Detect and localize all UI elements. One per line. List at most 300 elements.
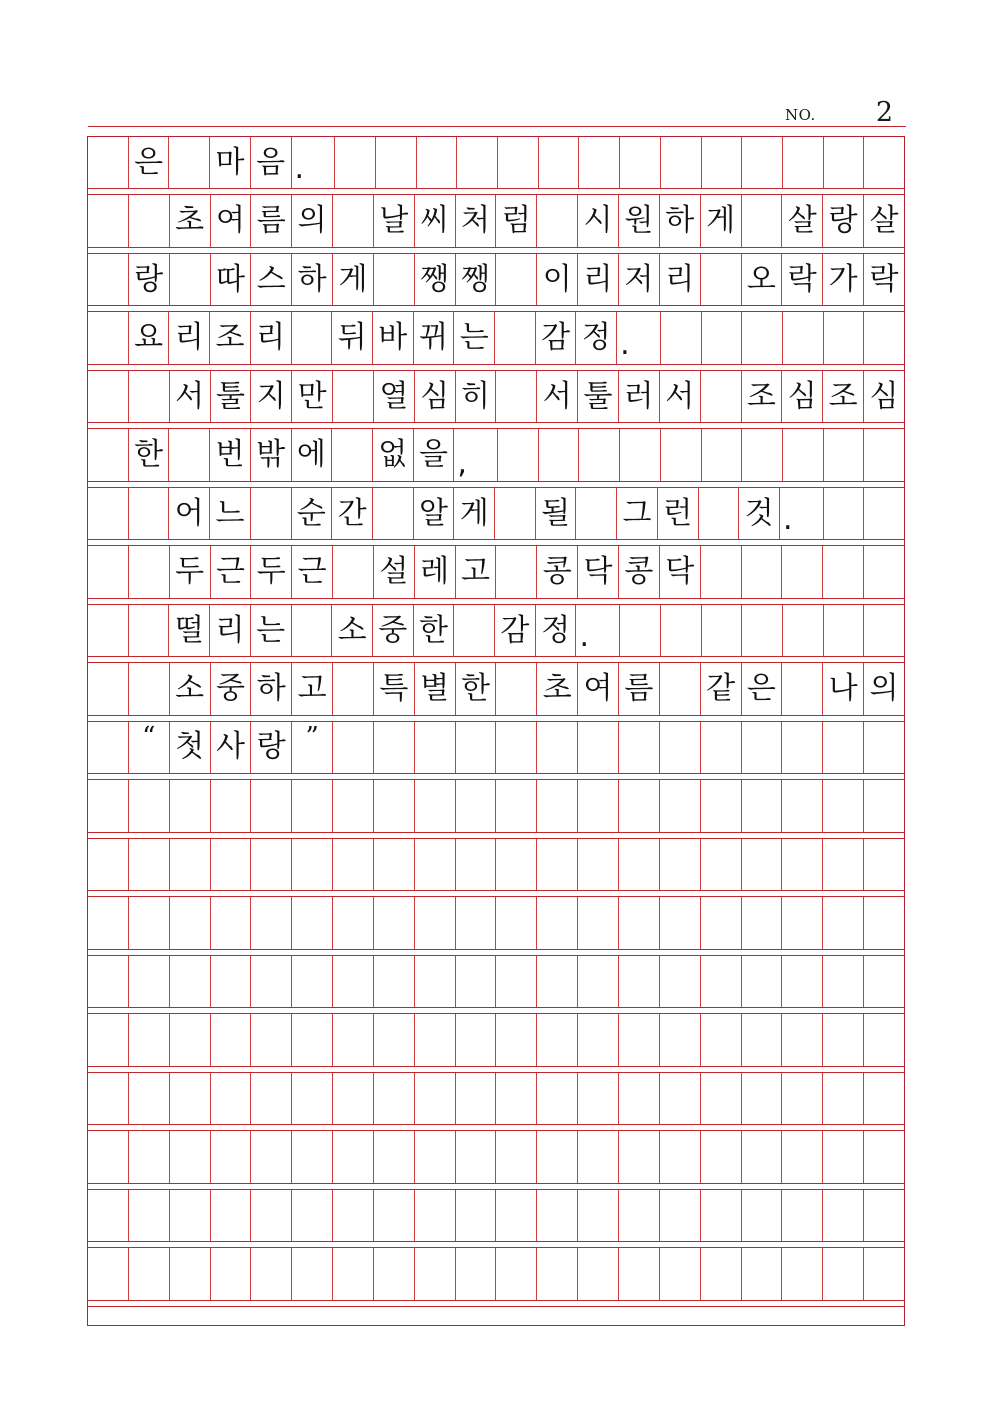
- manuscript-cell: [495, 488, 536, 539]
- manuscript-cell: 여: [578, 663, 619, 714]
- manuscript-cell: [129, 1131, 170, 1182]
- manuscript-gap-cell: [782, 774, 823, 779]
- manuscript-gap-cell: [782, 1184, 823, 1189]
- manuscript-gap-cell: [659, 1184, 700, 1189]
- manuscript-gap-cell: [170, 423, 211, 428]
- manuscript-cell: [374, 897, 415, 948]
- manuscript-cell: [578, 780, 619, 831]
- manuscript-cell: [169, 429, 210, 480]
- manuscript-gap-cell: [210, 1301, 251, 1306]
- manuscript-gap-cell: [292, 1125, 333, 1130]
- manuscript-cell: 한: [456, 663, 497, 714]
- manuscript-cell: [170, 839, 211, 890]
- manuscript-gap-cell: [496, 774, 537, 779]
- manuscript-cell: 는: [251, 605, 292, 656]
- manuscript-cell: [415, 1014, 456, 1065]
- grid-row-list: [88, 137, 904, 1307]
- manuscript-cell: [129, 1190, 170, 1241]
- manuscript-cell: 서: [660, 371, 701, 422]
- manuscript-cell: [864, 1014, 904, 1065]
- manuscript-gap-cell: [88, 1125, 129, 1130]
- manuscript-gap-cell: [374, 1067, 415, 1072]
- manuscript-gap-cell: [88, 1242, 129, 1247]
- manuscript-gap-cell: [782, 1008, 823, 1013]
- manuscript-cell: 초: [170, 195, 211, 246]
- manuscript-gap-cell: [210, 365, 251, 370]
- manuscript-gap-cell: [455, 950, 496, 955]
- manuscript-cell: 을: [414, 429, 455, 480]
- manuscript-cell: [333, 780, 374, 831]
- manuscript-cell: [537, 722, 578, 773]
- manuscript-cell: [496, 897, 537, 948]
- manuscript-cell: [661, 605, 702, 656]
- manuscript-gap-cell: [822, 248, 863, 253]
- manuscript-line: [88, 137, 904, 189]
- manuscript-cell: .: [780, 488, 824, 539]
- manuscript-gap-cell: [537, 365, 578, 370]
- manuscript-cell: [88, 1073, 129, 1124]
- manuscript-gap-cell: [374, 1301, 415, 1306]
- manuscript-gap-cell: [129, 540, 170, 545]
- manuscript-cell: [292, 956, 333, 1007]
- manuscript-cell: [251, 1073, 292, 1124]
- manuscript-cell: 러: [619, 371, 660, 422]
- manuscript-cell: [129, 1248, 170, 1299]
- manuscript-gap-cell: [537, 306, 578, 311]
- manuscript-cell: [537, 1073, 578, 1124]
- manuscript-gap-cell: [333, 540, 374, 545]
- manuscript-cell: [742, 546, 783, 597]
- manuscript-gap-cell: [414, 1242, 455, 1247]
- manuscript-cell: [823, 1248, 864, 1299]
- manuscript-gap-cell: [700, 716, 741, 721]
- manuscript-gap-cell: [537, 950, 578, 955]
- manuscript-cell: [496, 1248, 537, 1299]
- page-number: 2: [875, 97, 893, 128]
- manuscript-cell: 처: [456, 195, 497, 246]
- manuscript-cell: [374, 1014, 415, 1065]
- manuscript-cell: [333, 1248, 374, 1299]
- manuscript-gap-cell: [333, 950, 374, 955]
- manuscript-gap-cell: [782, 599, 823, 604]
- manuscript-cell: [415, 1073, 456, 1124]
- manuscript-gap-cell: [782, 1125, 823, 1130]
- manuscript-cell: [211, 780, 252, 831]
- manuscript-gap-cell: [863, 482, 904, 487]
- manuscript-gap-cell: [292, 306, 333, 311]
- manuscript-cell: [292, 1190, 333, 1241]
- manuscript-cell: [619, 956, 660, 1007]
- manuscript-gap-cell: [496, 1242, 537, 1247]
- manuscript-cell: 랑: [823, 195, 864, 246]
- manuscript-cell: [498, 429, 539, 480]
- manuscript-gap-cell: [496, 891, 537, 896]
- manuscript-gap-cell: [210, 716, 251, 721]
- manuscript-cell: .: [292, 137, 336, 188]
- manuscript-cell: [742, 429, 783, 480]
- manuscript-cell: [783, 137, 824, 188]
- manuscript-cell: [211, 897, 252, 948]
- manuscript-gap-cell: [659, 1125, 700, 1130]
- manuscript-gap-cell: [210, 891, 251, 896]
- manuscript-gap-cell: [659, 540, 700, 545]
- manuscript-gap-cell: [741, 306, 782, 311]
- manuscript-cell: [456, 1190, 497, 1241]
- manuscript-cell: [129, 371, 170, 422]
- manuscript-cell: [170, 254, 211, 305]
- manuscript-cell: [333, 722, 374, 773]
- manuscript-gap-cell: [292, 599, 333, 604]
- manuscript-line: [88, 195, 904, 247]
- manuscript-gap-cell: [741, 1008, 782, 1013]
- manuscript-cell: [374, 1248, 415, 1299]
- manuscript-gap-cell: [88, 833, 129, 838]
- manuscript-cell: [701, 956, 742, 1007]
- manuscript-gap-cell: [374, 423, 415, 428]
- manuscript-cell: [578, 1190, 619, 1241]
- manuscript-cell: [129, 839, 170, 890]
- manuscript-cell: [251, 488, 292, 539]
- manuscript-cell: 바: [373, 312, 414, 363]
- manuscript-cell: [374, 839, 415, 890]
- manuscript-gap-cell: [170, 833, 211, 838]
- manuscript-cell: [742, 1073, 783, 1124]
- manuscript-gap-cell: [700, 1242, 741, 1247]
- manuscript-gap-cell: [578, 248, 619, 253]
- manuscript-cell: 런: [658, 488, 699, 539]
- manuscript-cell: [701, 1014, 742, 1065]
- manuscript-gap-cell: [741, 657, 782, 662]
- manuscript-cell: [456, 956, 497, 1007]
- manuscript-grid: [87, 136, 905, 1326]
- manuscript-cell: [823, 1073, 864, 1124]
- manuscript-cell: [333, 1073, 374, 1124]
- manuscript-gap-cell: [292, 1184, 333, 1189]
- manuscript-gap-cell: [292, 189, 333, 194]
- manuscript-gap-cell: [741, 365, 782, 370]
- manuscript-cell: [742, 956, 783, 1007]
- manuscript-gap-cell: [414, 1301, 455, 1306]
- manuscript-gap-cell: [741, 833, 782, 838]
- manuscript-gap-cell: [700, 306, 741, 311]
- manuscript-cell: 쨍: [415, 254, 456, 305]
- manuscript-cell: [129, 605, 170, 656]
- manuscript-gap-cell: [88, 482, 129, 487]
- manuscript-cell: 의: [292, 195, 333, 246]
- manuscript-cell: [292, 1131, 333, 1182]
- manuscript-gap-cell: [782, 891, 823, 896]
- manuscript-gap-cell: [618, 950, 659, 955]
- manuscript-gap-cell: [822, 1008, 863, 1013]
- manuscript-cell: [823, 1190, 864, 1241]
- manuscript-cell: [332, 429, 373, 480]
- manuscript-cell: [701, 1248, 742, 1299]
- manuscript-gap-cell: [88, 1067, 129, 1072]
- manuscript-cell: 음: [251, 137, 292, 188]
- manuscript-cell: [864, 312, 904, 363]
- manuscript-cell: 별: [415, 663, 456, 714]
- manuscript-cell: [619, 1014, 660, 1065]
- manuscript-cell: 감: [495, 605, 536, 656]
- manuscript-cell: 밖: [251, 429, 292, 480]
- manuscript-gap-cell: [578, 833, 619, 838]
- manuscript-cell: [88, 546, 129, 597]
- manuscript-cell: [170, 1248, 211, 1299]
- manuscript-cell: [333, 195, 374, 246]
- manuscript-gap-cell: [333, 891, 374, 896]
- manuscript-gap-cell: [210, 540, 251, 545]
- manuscript-gap-cell: [700, 833, 741, 838]
- manuscript-gap-cell: [333, 1184, 374, 1189]
- manuscript-gap-cell: [292, 657, 333, 662]
- manuscript-gap-cell: [88, 774, 129, 779]
- manuscript-cell: [211, 1073, 252, 1124]
- manuscript-line: [88, 429, 904, 481]
- manuscript-gap-cell: [700, 423, 741, 428]
- manuscript-cell: [864, 780, 904, 831]
- manuscript-cell: [496, 839, 537, 890]
- manuscript-cell: [333, 956, 374, 1007]
- manuscript-gap-cell: [578, 540, 619, 545]
- manuscript-cell: [660, 1248, 701, 1299]
- manuscript-cell: 날: [374, 195, 415, 246]
- manuscript-gap-cell: [129, 833, 170, 838]
- manuscript-gap-cell: [88, 1301, 129, 1306]
- manuscript-gap-cell: [741, 1125, 782, 1130]
- no-label: NO.: [785, 106, 816, 124]
- manuscript-gap-cell: [822, 1067, 863, 1072]
- manuscript-gap-cell: [537, 1067, 578, 1072]
- manuscript-cell: .: [576, 605, 620, 656]
- manuscript-gap-cell: [741, 774, 782, 779]
- manuscript-cell: [823, 839, 864, 890]
- manuscript-gap-cell: [496, 1301, 537, 1306]
- manuscript-cell: [660, 663, 701, 714]
- manuscript-gap-cell: [822, 599, 863, 604]
- manuscript-gap-cell: [210, 1184, 251, 1189]
- manuscript-gap-cell: [537, 248, 578, 253]
- manuscript-cell: [292, 1073, 333, 1124]
- manuscript-gap-cell: [210, 423, 251, 428]
- manuscript-cell: [251, 780, 292, 831]
- manuscript-gap-cell: [210, 1242, 251, 1247]
- manuscript-gap-cell: [292, 1067, 333, 1072]
- manuscript-gap-cell: [618, 1301, 659, 1306]
- manuscript-gap-cell: [414, 482, 455, 487]
- manuscript-cell: [333, 546, 374, 597]
- manuscript-cell: [619, 780, 660, 831]
- manuscript-gap-cell: [496, 716, 537, 721]
- manuscript-cell: [619, 1190, 660, 1241]
- manuscript-gap-cell: [741, 1184, 782, 1189]
- manuscript-gap-cell: [578, 657, 619, 662]
- manuscript-cell: [292, 839, 333, 890]
- manuscript-gap-cell: [455, 1301, 496, 1306]
- manuscript-gap-cell: [578, 716, 619, 721]
- manuscript-gap-cell: [659, 833, 700, 838]
- manuscript-cell: [824, 137, 865, 188]
- manuscript-gap-cell: [700, 540, 741, 545]
- manuscript-gap-cell: [782, 716, 823, 721]
- manuscript-cell: [619, 1248, 660, 1299]
- manuscript-gap-cell: [170, 248, 211, 253]
- manuscript-cell: 떨: [169, 605, 210, 656]
- manuscript-cell: [251, 956, 292, 1007]
- manuscript-gap-cell: [700, 950, 741, 955]
- manuscript-gap-cell: [333, 774, 374, 779]
- manuscript-cell: [170, 780, 211, 831]
- manuscript-gap-cell: [88, 657, 129, 662]
- manuscript-gap-cell: [618, 1008, 659, 1013]
- manuscript-gap-cell: [863, 1067, 904, 1072]
- manuscript-gap-cell: [822, 365, 863, 370]
- manuscript-cell: [211, 1248, 252, 1299]
- manuscript-cell: [88, 839, 129, 890]
- manuscript-cell: [496, 1073, 537, 1124]
- manuscript-cell: [496, 956, 537, 1007]
- manuscript-gap-cell: [292, 540, 333, 545]
- manuscript-cell: 만: [292, 371, 333, 422]
- manuscript-cell: [782, 1073, 823, 1124]
- manuscript-cell: [537, 195, 578, 246]
- manuscript-gap-cell: [863, 1125, 904, 1130]
- manuscript-gap-cell: [251, 774, 292, 779]
- manuscript-cell: [660, 1131, 701, 1182]
- manuscript-gap-cell: [741, 950, 782, 955]
- manuscript-gap-cell: [782, 423, 823, 428]
- manuscript-gap-cell: [374, 189, 415, 194]
- manuscript-cell: [537, 780, 578, 831]
- manuscript-cell: 하: [660, 195, 701, 246]
- manuscript-cell: [823, 956, 864, 1007]
- manuscript-gap-cell: [210, 306, 251, 311]
- manuscript-cell: 가: [823, 254, 864, 305]
- manuscript-gap-cell: [414, 599, 455, 604]
- manuscript-gap-cell: [129, 774, 170, 779]
- manuscript-gap-cell: [414, 891, 455, 896]
- manuscript-cell: [823, 546, 864, 597]
- manuscript-cell: 사: [211, 722, 252, 773]
- manuscript-cell: [456, 780, 497, 831]
- manuscript-cell: [129, 956, 170, 1007]
- manuscript-gap-cell: [741, 1301, 782, 1306]
- manuscript-gap-cell: [170, 540, 211, 545]
- manuscript-gap-cell: [88, 248, 129, 253]
- manuscript-gap-cell: [863, 1301, 904, 1306]
- manuscript-line: [88, 839, 904, 891]
- manuscript-gap-cell: [578, 599, 619, 604]
- manuscript-gap-cell: [210, 657, 251, 662]
- manuscript-cell: [823, 722, 864, 773]
- manuscript-gap-cell: [374, 891, 415, 896]
- manuscript-cell: [456, 1248, 497, 1299]
- manuscript-cell: [823, 1014, 864, 1065]
- manuscript-gap-cell: [251, 1067, 292, 1072]
- manuscript-cell: [537, 1248, 578, 1299]
- manuscript-gap-cell: [170, 774, 211, 779]
- manuscript-gap-cell: [782, 365, 823, 370]
- manuscript-cell: [374, 1190, 415, 1241]
- manuscript-cell: [88, 722, 129, 773]
- manuscript-gap-cell: [455, 1242, 496, 1247]
- manuscript-gap-cell: [782, 189, 823, 194]
- manuscript-cell: [496, 371, 537, 422]
- manuscript-gap-cell: [374, 365, 415, 370]
- manuscript-cell: [619, 897, 660, 948]
- manuscript-gap-cell: [129, 1242, 170, 1247]
- manuscript-cell: [864, 839, 904, 890]
- manuscript-cell: 하: [251, 663, 292, 714]
- manuscript-gap-cell: [210, 833, 251, 838]
- manuscript-gap-cell: [129, 657, 170, 662]
- manuscript-cell: [251, 839, 292, 890]
- manuscript-gap-cell: [292, 716, 333, 721]
- manuscript-cell: 원: [619, 195, 660, 246]
- manuscript-cell: [211, 956, 252, 1007]
- manuscript-cell: [660, 956, 701, 1007]
- manuscript-gap-cell: [578, 1184, 619, 1189]
- manuscript-line: [88, 254, 904, 306]
- manuscript-cell: [864, 722, 904, 773]
- manuscript-gap-cell: [700, 1125, 741, 1130]
- manuscript-cell: 레: [415, 546, 456, 597]
- manuscript-gap-cell: [170, 1301, 211, 1306]
- manuscript-line: [88, 546, 904, 598]
- manuscript-gap-cell: [618, 774, 659, 779]
- manuscript-gap-cell: [496, 482, 537, 487]
- manuscript-cell: [578, 897, 619, 948]
- manuscript-cell: 될: [536, 488, 577, 539]
- manuscript-cell: [170, 1190, 211, 1241]
- manuscript-cell: “: [129, 722, 170, 773]
- manuscript-cell: 첫: [170, 722, 211, 773]
- manuscript-cell: [373, 488, 414, 539]
- manuscript-line: [88, 1190, 904, 1242]
- manuscript-cell: [251, 1190, 292, 1241]
- manuscript-cell: [578, 722, 619, 773]
- manuscript-cell: [495, 312, 536, 363]
- manuscript-gap-cell: [88, 1008, 129, 1013]
- manuscript-gap-cell: [700, 1067, 741, 1072]
- manuscript-cell: 게: [454, 488, 495, 539]
- manuscript-gap-cell: [210, 248, 251, 253]
- manuscript-cell: [702, 605, 743, 656]
- manuscript-cell: [292, 1014, 333, 1065]
- manuscript-gap-cell: [414, 365, 455, 370]
- manuscript-cell: [701, 1131, 742, 1182]
- manuscript-line-gap: [88, 1301, 904, 1307]
- manuscript-cell: [456, 1014, 497, 1065]
- manuscript-cell: [783, 312, 824, 363]
- manuscript-cell: 에: [292, 429, 333, 480]
- manuscript-gap-cell: [292, 423, 333, 428]
- manuscript-gap-cell: [455, 1125, 496, 1130]
- manuscript-gap-cell: [741, 540, 782, 545]
- manuscript-gap-cell: [618, 306, 659, 311]
- manuscript-cell: [456, 1073, 497, 1124]
- manuscript-line: [88, 371, 904, 423]
- manuscript-gap-cell: [374, 599, 415, 604]
- manuscript-gap-cell: [618, 891, 659, 896]
- manuscript-cell: [619, 722, 660, 773]
- manuscript-gap-cell: [741, 1067, 782, 1072]
- manuscript-cell: [660, 1190, 701, 1241]
- manuscript-cell: [211, 1014, 252, 1065]
- manuscript-gap-cell: [374, 306, 415, 311]
- manuscript-gap-cell: [374, 1008, 415, 1013]
- manuscript-gap-cell: [88, 423, 129, 428]
- manuscript-cell: [292, 1248, 333, 1299]
